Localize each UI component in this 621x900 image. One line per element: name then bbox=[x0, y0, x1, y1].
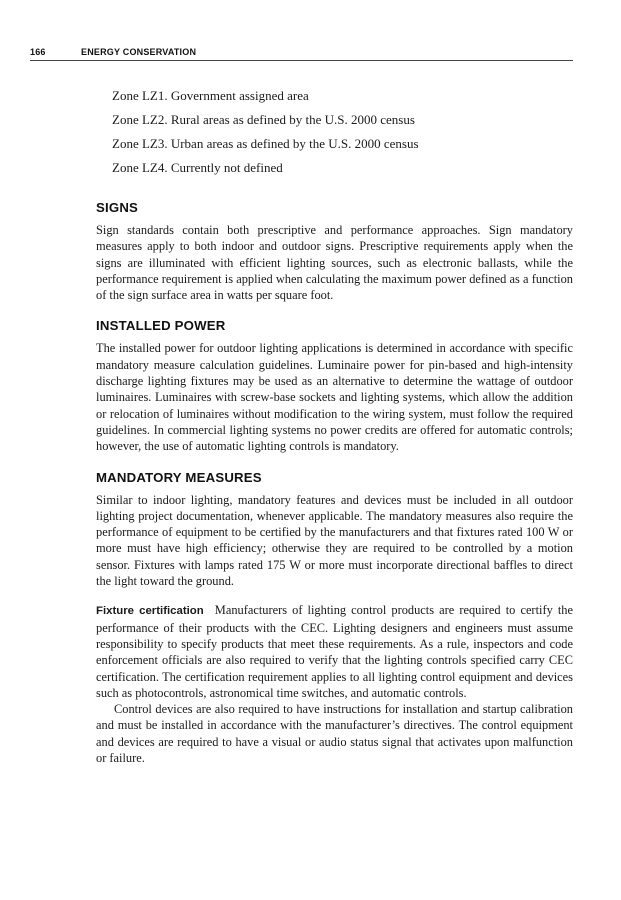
zone-item: Zone LZ3. Urban areas as defined by the U.S. 2000 census bbox=[112, 136, 419, 151]
running-header bbox=[30, 46, 573, 61]
section-signs bbox=[96, 200, 573, 303]
page-number: 166 bbox=[30, 47, 46, 57]
section-paragraph: Similar to indoor lighting, mandatory features and devices must be included in all outdoor lighting project documentation, whenever applicable. The mandatory measures also require the performance of equipment to be certified by the manufacturers and that fixtures rated 100 W or more must have high efficiency; otherwise they are required to be controlled by a motion sensor. Fixtures with lamps rated 175 W or more must incorporate directional baffles to direct the light toward the ground. bbox=[96, 492, 573, 589]
fixture-certification-paragraph bbox=[96, 602, 573, 701]
section-heading: MANDATORY MEASURES bbox=[96, 469, 262, 485]
paragraph-text: Manufacturers of lighting control products are required to certify the performance of their products with the CEC. Lighting designers and engineers must assume responsibility to specify products that meet these requirements. As a rule, inspectors and code enforcement officials are also required to verify that the lighting controls specified carry CEC certification. The certification requirement applies to all lighting control equipment and devices such as photocontrols, astronomical time switches, and automatic controls. bbox=[96, 603, 573, 700]
zone-item: Zone LZ4. Currently not defined bbox=[112, 160, 283, 175]
control-devices-paragraph: Control devices are also required to have instructions for installation and startup calibration and must be installed in accordance with the manufacturer’s directives. The control equipment and devices are required to have a visual or audio status signal that activates upon malfunction or failure. bbox=[96, 702, 573, 766]
runin-heading: Fixture certification bbox=[96, 605, 204, 618]
zone-list bbox=[96, 88, 573, 176]
chapter-title: ENERGY CONSERVATION bbox=[81, 47, 197, 57]
section-heading: SIGNS bbox=[96, 200, 139, 215]
zone-item: Zone LZ1. Government assigned area bbox=[112, 88, 309, 103]
section-paragraph: Sign standards contain both prescriptive and performance approaches. Sign mandatory measures apply to both indoor and outdoor signs. Prescriptive requirements apply when the signs are illuminated with efficient lighting sources, such as electronic ballasts, while the performance requirement is applied when calculating the maximum power defined as a function of the sign surface area in watts per square foot. bbox=[96, 223, 573, 303]
page-body bbox=[96, 88, 573, 766]
section-paragraph: The installed power for outdoor lighting applications is determined in accordance with specific mandatory measure calculation guidelines. Luminaire power for pin-based and high-intensity discharge lighting fixtures may be used as an alternative to determine the wattage of outdoor luminaires. Luminaires with screw-base sockets and lighting systems, which allow the addition or relocation of luminaires without modification to the wiring system, must follow the required guidelines. In commercial lighting systems no power credits are offered for automatic controls; however, the use of automatic lighting controls is mandatory. bbox=[96, 341, 573, 454]
section-mandatory-measures bbox=[96, 470, 573, 767]
section-installed-power bbox=[96, 318, 573, 454]
section-heading: INSTALLED POWER bbox=[96, 318, 226, 334]
zone-item: Zone LZ2. Rural areas as defined by the U.S. 2000 census bbox=[112, 112, 415, 127]
